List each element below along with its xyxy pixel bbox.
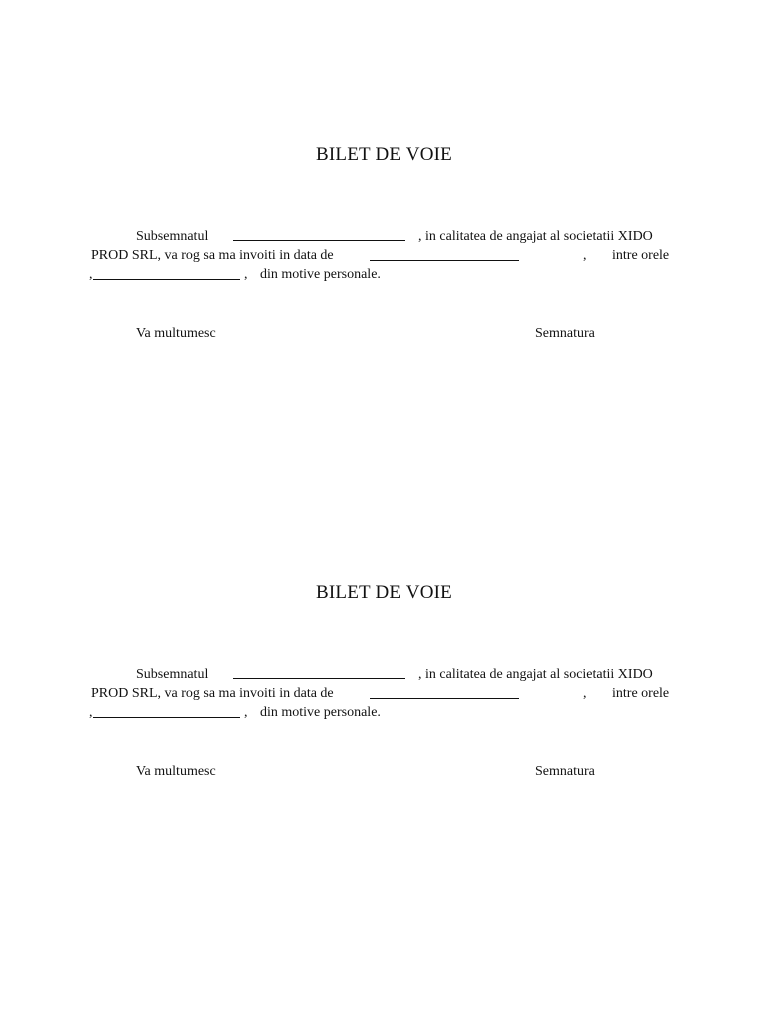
date-comma: , (583, 248, 587, 263)
date-blank (370, 698, 519, 699)
hours-comma-prefix: , (89, 705, 93, 720)
role-text: , in calitatea de angajat al societatii XIDO (418, 229, 653, 244)
undersigned-label: Subsemnatul (136, 667, 209, 682)
employee-name-blank (233, 678, 405, 679)
leave-slip-1 (0, 0, 768, 341)
request-text: PROD SRL, va rog sa ma invoiti in data de (91, 248, 334, 263)
slip-title: BILET DE VOIE (316, 582, 452, 603)
employee-name-blank (233, 240, 405, 241)
hours-comma-suffix: , (244, 705, 248, 720)
reason-text: din motive personale. (260, 267, 381, 282)
hours-comma-suffix: , (244, 267, 248, 282)
thanks-text: Va multumesc (136, 326, 216, 341)
request-text: PROD SRL, va rog sa ma invoiti in data de (91, 686, 334, 701)
between-hours-text: intre orele (612, 248, 670, 263)
reason-text: din motive personale. (260, 705, 381, 720)
undersigned-label: Subsemnatul (136, 229, 209, 244)
hours-blank (93, 717, 240, 718)
hours-comma-prefix: , (89, 267, 93, 282)
thanks-text: Va multumesc (136, 764, 216, 779)
signature-label: Semnatura (535, 326, 595, 341)
role-text: , in calitatea de angajat al societatii XIDO (418, 667, 653, 682)
signature-label: Semnatura (535, 764, 595, 779)
between-hours-text: intre orele (612, 686, 670, 701)
slip-title: BILET DE VOIE (316, 144, 452, 165)
leave-slip-2 (0, 438, 768, 779)
date-comma: , (583, 686, 587, 701)
date-blank (370, 260, 519, 261)
hours-blank (93, 279, 240, 280)
